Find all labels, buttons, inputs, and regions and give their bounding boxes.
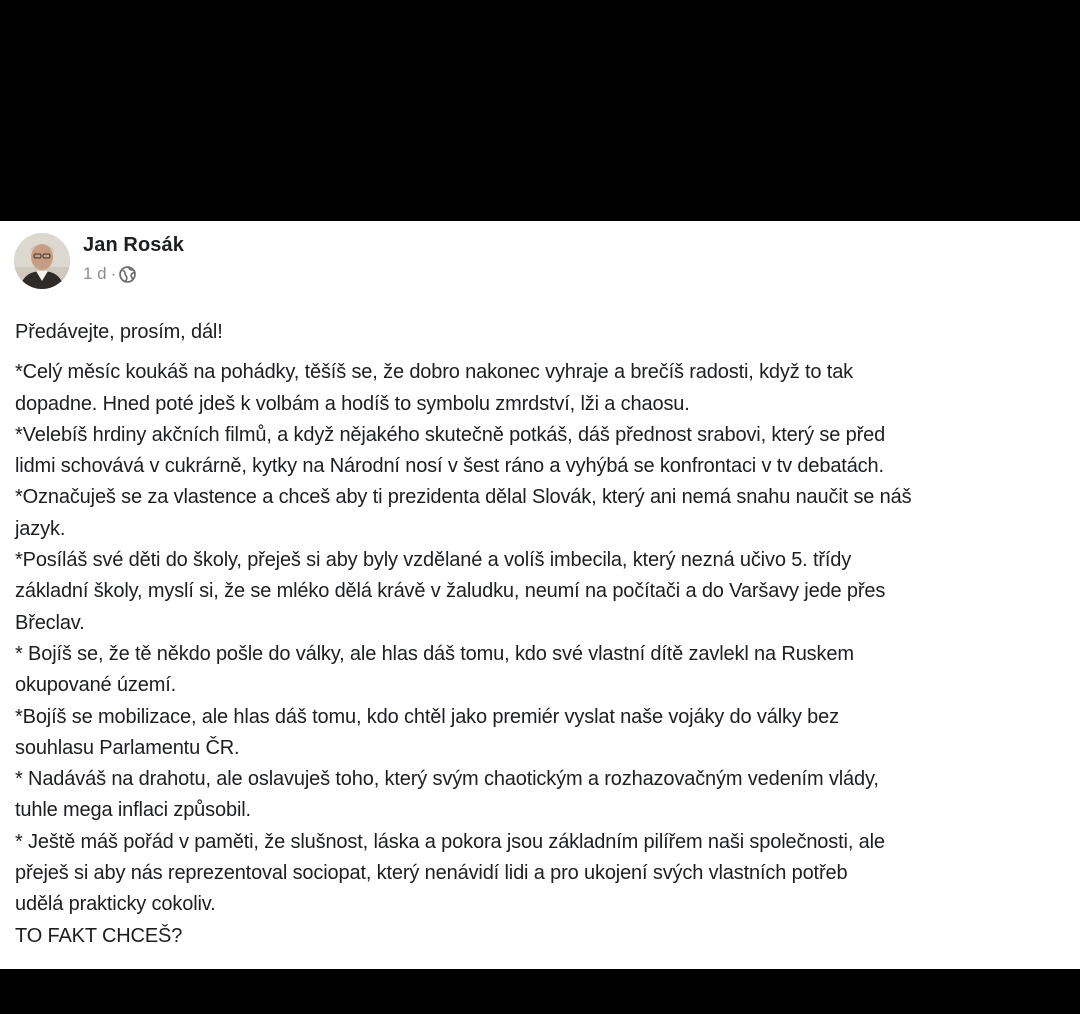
meta-separator: · bbox=[110, 264, 117, 283]
post-line: * Ještě máš pořád v paměti, že slušnost, láska a pokora jsou základním pilířem naši společnosti, ale bbox=[15, 830, 885, 853]
post-line: Břeclav. bbox=[15, 611, 85, 634]
post-intro: Předávejte, prosím, dál! bbox=[15, 321, 223, 343]
post-line: TO FAKT CHCEŠ? bbox=[15, 924, 183, 947]
post-line: tuhle mega inflaci způsobil. bbox=[15, 799, 251, 822]
post-time[interactable]: 1 d bbox=[83, 264, 107, 283]
post-text bbox=[15, 317, 1075, 952]
post-header bbox=[14, 233, 184, 293]
post-line: *Posíláš své děti do školy, přeješ si aby byly vzdělané a volíš imbecila, který nezná učivo 5. třídy bbox=[15, 549, 852, 572]
post-line: *Celý měsíc koukáš na pohádky, těšíš se, že dobro nakonec vyhraje a brečíš radosti, když to tak bbox=[15, 361, 854, 384]
post-line: * Nadáváš na drahotu, ale oslavuješ toho, který svým chaotickým a rozhazovačným vedením vlády, bbox=[15, 768, 879, 791]
facebook-post bbox=[0, 221, 1080, 969]
author-name[interactable]: Jan Rosák bbox=[83, 234, 184, 256]
globe-icon[interactable] bbox=[119, 266, 136, 283]
avatar[interactable] bbox=[14, 233, 70, 289]
bottom-black-band bbox=[0, 969, 1080, 1014]
author-block bbox=[83, 233, 184, 284]
post-line: okupované území. bbox=[15, 674, 177, 697]
post-line: udělá prakticky cokoliv. bbox=[15, 893, 216, 916]
post-line: dopadne. Hned poté jdeš k volbám a hodíš to symbolu zmrdství, lži a chaosu. bbox=[15, 392, 690, 415]
post-meta bbox=[83, 264, 184, 284]
post-line: *Velebíš hrdiny akčních filmů, a když nějakého skutečně potkáš, dáš přednost srabovi, který se před bbox=[15, 423, 886, 446]
post-line: přeješ si aby nás reprezentoval sociopat, který nenávidí lidi a pro ukojení svých vlastních potřeb bbox=[15, 862, 848, 885]
post-line: * Bojíš se, že tě někdo pošle do války, ale hlas dáš tomu, kdo své vlastní dítě zavlekl na Ruskem bbox=[15, 642, 854, 665]
post-line: *Označuješ se za vlastence a chceš aby ti prezidenta dělal Slovák, který ani nemá snahu naučit se náš bbox=[15, 486, 912, 509]
post-line: souhlasu Parlamentu ČR. bbox=[15, 736, 240, 759]
post-line: *Bojíš se mobilizace, ale hlas dáš tomu, kdo chtěl jako premiér vyslat naše vojáky do války bez bbox=[15, 705, 839, 728]
avatar-photo-icon bbox=[14, 233, 70, 289]
top-black-band bbox=[0, 0, 1080, 221]
post-line: lidmi schovává v cukrárně, kytky na Národní nosí v šest ráno a vyhýbá se konfrontaci v tv debatách. bbox=[15, 455, 884, 478]
post-line: jazyk. bbox=[15, 517, 66, 540]
post-line: základní školy, myslí si, že se mléko dělá krávě v žaludku, neumí na počítači a do Varšavy jede přes bbox=[15, 580, 886, 603]
